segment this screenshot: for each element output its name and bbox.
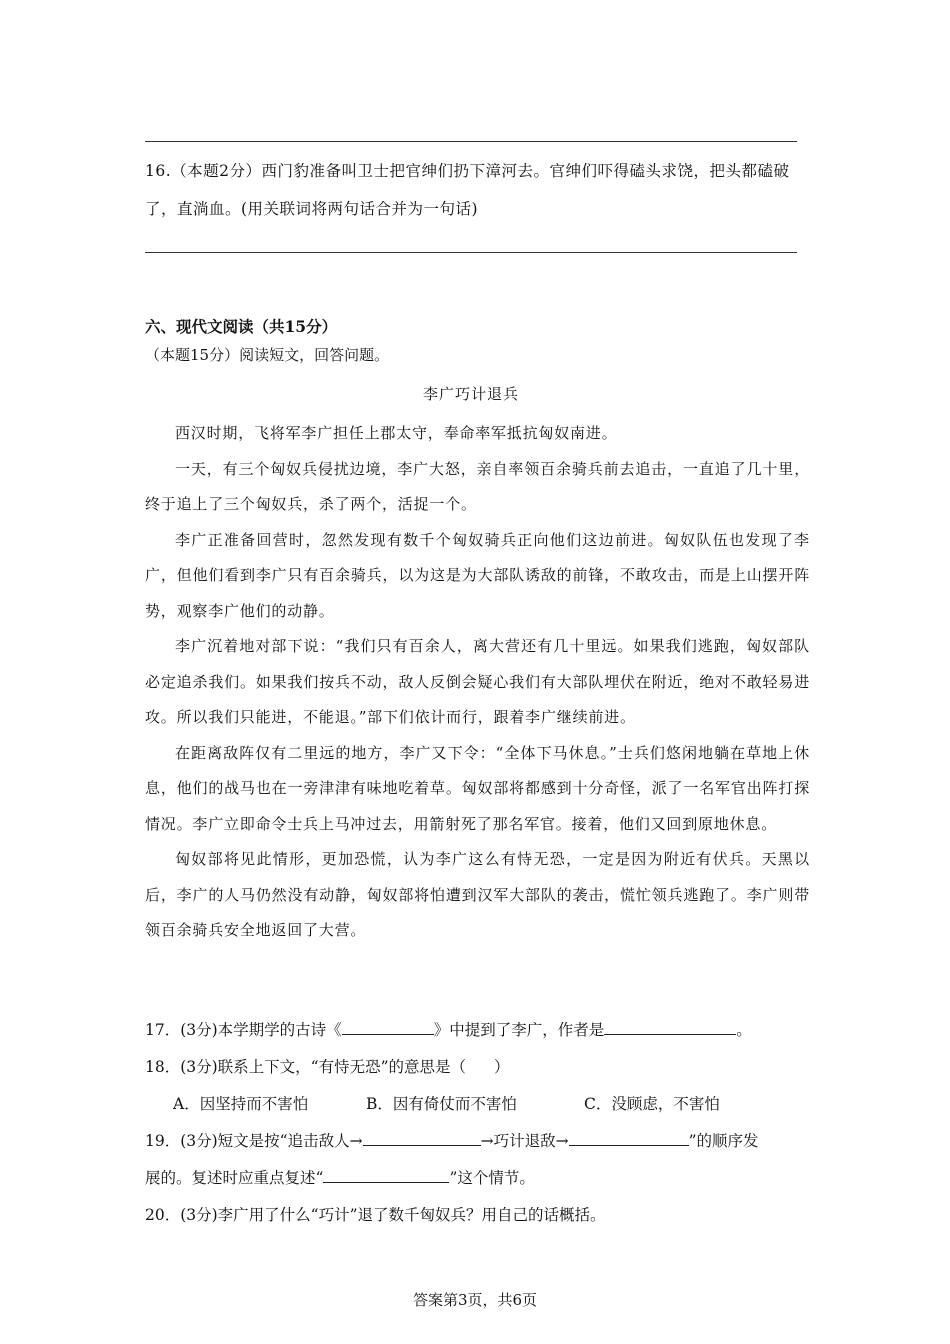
answer-line-q16	[145, 252, 797, 253]
question-17-text: 》中提到了李广，作者是	[433, 1021, 605, 1039]
option-b[interactable]: B．因有倚仗而不害怕	[366, 1095, 517, 1113]
question-17	[145, 1012, 810, 1049]
story-paragraph: 匈奴部将见此情形，更加恐慌，认为李广这么有恃无恐，一定是因为附近有伏兵。天黑以后，李广的人马仍然没有动静，匈奴部将怕遭到汉军大部队的袭击，慌忙领兵逃跑了。李广则带领百余骑兵安全地返回了大营。	[145, 850, 810, 939]
story-paragraph: 李广沉着地对部下说：“我们只有百余人，离大营还有几十里远。如果我们逃跑，匈奴部队必定追杀我们。如果我们按兵不动，敌人反倒会疑心我们有大部队埋伏在附近，绝对不敢轻易进攻。所以我们只能进，不能退。”部下们依计而行，跟着李广继续前进。	[145, 637, 810, 726]
question-19-text: →巧计退敌→	[480, 1132, 569, 1150]
question-19-text: 19．(3分)短文是按“追击敌人→	[145, 1132, 363, 1150]
author-blank[interactable]	[604, 1016, 736, 1035]
story-title: 李广巧计退兵	[422, 385, 519, 403]
question-19-text: ”这个情节。	[449, 1169, 535, 1187]
story-paragraph: 李广正准备回营时，忽然发现有数千个匈奴骑兵正向他们这边前进。匈奴队伍也发现了李广，但他们看到李广只有百余骑兵，以为这是为大部队诱敌的前锋，不敢攻击，而是上山摆开阵势，观察李广他们的动静。	[145, 530, 810, 620]
plot-blank-1[interactable]	[363, 1127, 481, 1146]
story-body	[145, 416, 810, 949]
question-17-text: 17．(3分)本学期学的古诗《	[145, 1021, 342, 1039]
option-c[interactable]: C．没顾虑，不害怕	[584, 1095, 720, 1113]
question-19-text: 展的。复述时应重点复述“	[145, 1169, 324, 1187]
question-19	[145, 1123, 810, 1160]
question-19-continued	[145, 1160, 810, 1197]
story-paragraph: 在距离敌阵仅有二里远的地方，李广又下令：“全体下马休息。”士兵们悠闲地躺在草地上休息，他们的战马也在一旁津津有味地吃着草。匈奴部将都感到十分奇怪，派了一名军官出阵打探情况。李广立即命令士兵上马冲过去，用箭射死了那名军官。接着，他们又回到原地休息。	[145, 743, 810, 833]
plot-blank-2[interactable]	[569, 1127, 689, 1146]
question-18-text: ）	[494, 1058, 510, 1076]
key-plot-blank[interactable]	[323, 1164, 449, 1183]
answer-line-q15	[145, 141, 797, 142]
question-19-text: ”的顺序发	[688, 1132, 759, 1150]
option-a[interactable]: A．因坚持而不害怕	[173, 1095, 309, 1113]
question-20: 20．(3分)李广用了什么“巧计”退了数千匈奴兵？用自己的话概括。	[145, 1206, 606, 1224]
question-16: 16.（本题2分）西门豹准备叫卫士把官绅们扔下漳河去。官绅们吓得磕头求饶，把头都磕破了，直淌血。(用关联词将两句话合并为一句话)	[145, 162, 790, 218]
question-17-text: 。	[736, 1021, 752, 1039]
section-title: 六、现代文阅读（共15分）	[145, 317, 338, 336]
poem-title-blank[interactable]	[342, 1016, 434, 1035]
section-intro: （本题15分）阅读短文，回答问题。	[145, 346, 390, 364]
story-paragraph: 西汉时期，飞将军李广担任上郡太守，奉命率军抵抗匈奴南进。	[175, 424, 618, 442]
question-18-options	[145, 1086, 810, 1123]
question-18	[145, 1049, 810, 1086]
questions	[145, 1012, 810, 1234]
story-paragraph: 一天，有三个匈奴兵侵扰边境，李广大怒，亲自率领百余骑兵前去追击，一直追了几十里，终于追上了三个匈奴兵，杀了两个，活捉一个。	[145, 459, 810, 513]
question-18-text: 18．(3分)联系上下文，“有恃无恐”的意思是（	[145, 1058, 467, 1076]
page-footer: 答案第3页，共6页	[412, 1291, 538, 1309]
